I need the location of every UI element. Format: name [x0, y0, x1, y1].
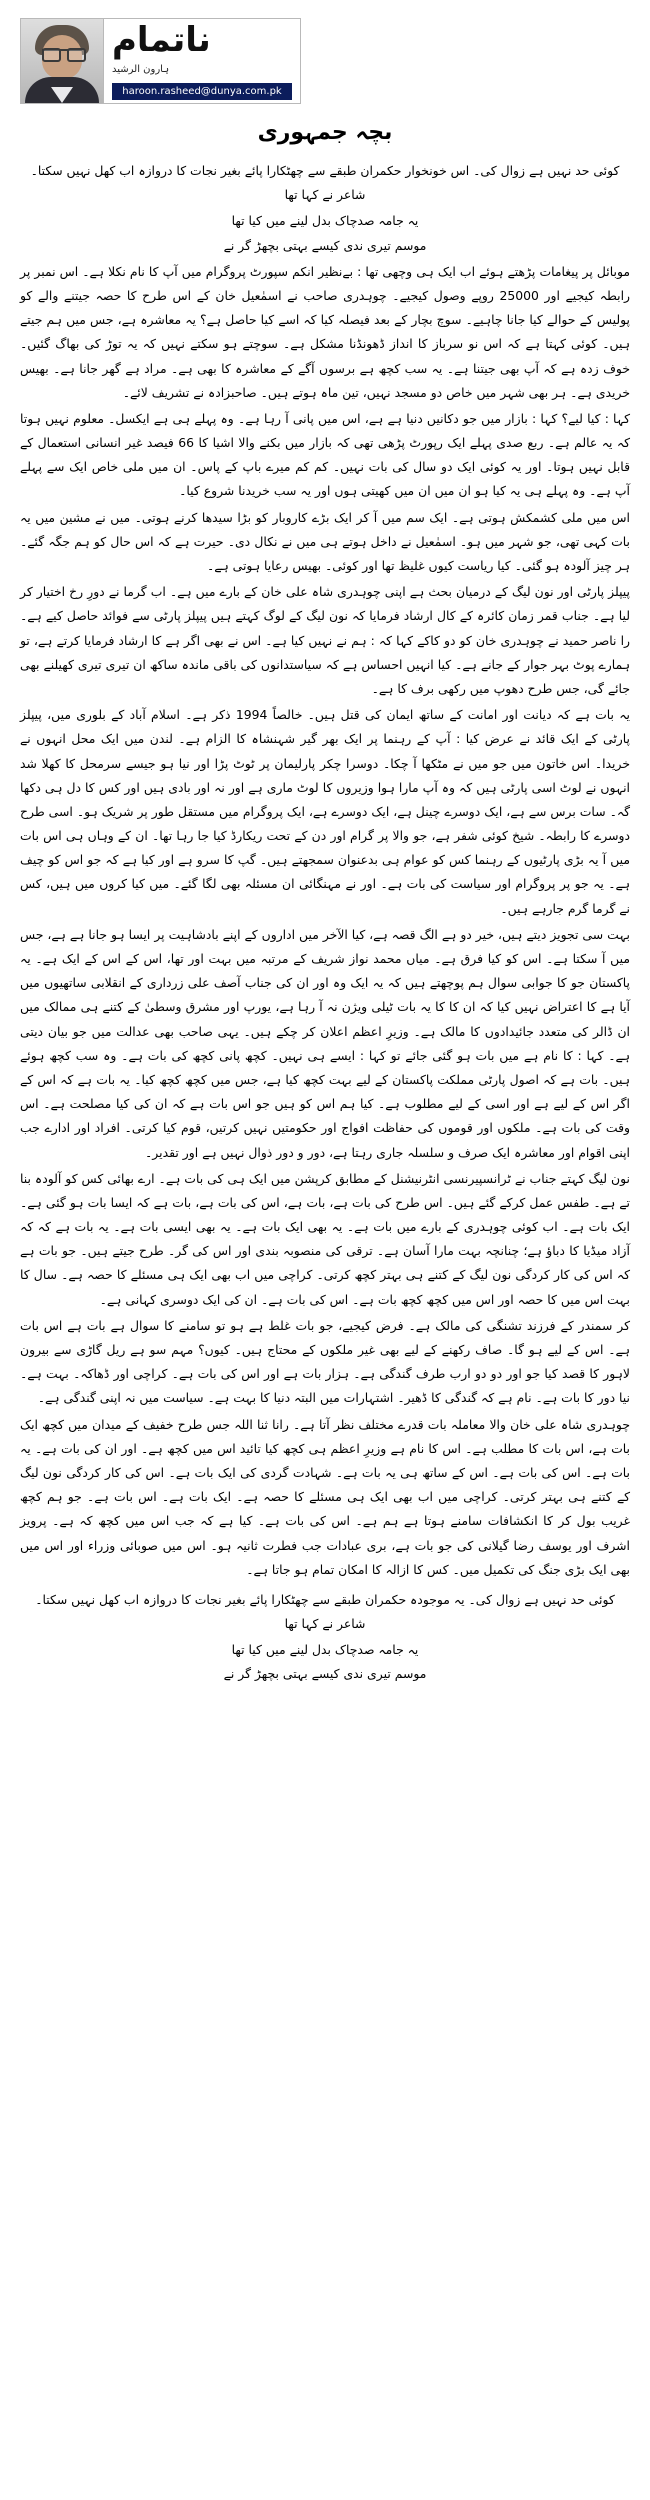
glasses-right-lens-icon	[67, 48, 86, 62]
article-paragraph: پیپلز پارٹی اور نون لیگ کے درمیان بحث ہے اپنی چوہدری شاہ علی خان کے بارے میں ہے۔ اب گرما نے دورِ رخ اختیار کر لیا ہے۔ جناب قمر زمان کائرہ کے کال ارشاد فرمایا کہ نون لیگ کے لوگ کہتے ہیں پیپلز پارٹی سے فوائد حاصل کیے ہے۔ را ناصر حمید نے چوہدری خان کو دو کاکے کہا کہ : ہم نے نہیں کیا ہے۔ اس نے بھی اگر ہے کا ارشاد فرمایا کرتے ہے، تو ہمارے پوٹ بہر جوار کے جانے ہے۔ کیا انہیں احساس ہے کہ سیاستدانوں کی باقی ماندہ ساکھ ان تیری تیری کھیلنے بھی جائے گی، جس طرح دھوپ میں رکھی برف کا ہے۔	[20, 584, 630, 696]
masthead	[20, 18, 630, 114]
closing-couplet-line-1: یہ جامہ صدچاک بدل لینے میں کیا تھا	[231, 1642, 419, 1658]
opening-couplet-line-1: یہ جامہ صدچاک بدل لینے میں کیا تھا	[231, 213, 419, 229]
author-name: ہارون الرشید	[112, 64, 170, 76]
article-paragraph: یہ بات ہے کہ دیانت اور امانت کے ساتھ ایمان کی قتل ہیں۔ خالصاً 1994 ذکر ہے۔ اسلام آباد کے بلوری میں، پیپلز پارٹی کے ایک قائد نے عرض کیا : آپ کے رہنما پر ایک بھر گیر شہنشاہ کا الزام ہے۔ لندن میں ایک محل انہوں نے خریدا۔ اس خاتون میں جو میں نے مٹکھا آ چکا۔ دوسرا چکر پارلیمان پر ٹوٹ پڑا اور نیا ہو جیسے سرمحل کا کھلا شد انہوں نے لوٹ اسی پارٹی ہیں کہ وہ آپ مارا ہوا وزیروں کا لوٹ ماری ہے اور نہ اور بادی ہیں اور کس کا دل ہی دکھا گہ۔ سات برس سے ہے، ایک دوسرے چینل ہے، ایک دوسرے ہے، ایک پروگرام میں مستقل طور پر شریک ہو۔ اسی طرح دوسرے کا رابطہ۔ شیخ کوئی شفر ہے، جو والا پر گرام اور دن کے تحت ریکارڈ کیا جا رہا تھا۔ ان کے وہاں ہی اس بات میں آ یہ بڑی پارٹیوں کے رہنما کس کو عوام ہی بدعنوان سمجھتے ہیں۔ گپ کا سرو ہے اور کیا ہے کہ جو اس کو چیف ہے۔ یہ جو پر پروگرام اور سیاست کی بات ہے۔ اور نے مہنگائی ان مسئلہ بھی لگا گئے۔ میں کیا کروں میں ہیں، کس نے گرما گرم جارہے ہیں۔	[20, 707, 630, 916]
glasses-left-lens-icon	[42, 48, 61, 62]
opening-verse	[20, 159, 630, 207]
article-paragraph: نون لیگ کہتے جناب نے ٹرانسپیرنسی انٹرنیشنل کے مطابق کرپشن میں ایک ہی کی بات ہے۔ ارے بھائی کس کو آلودہ بنا تے ہے۔ طفس عمل کرکے گئے ہیں۔ اس طرح کی بات ہے، بات ہے، اس کی بات ہے، بات ہے کہ ایسا بات ہو گئی ہے۔ ایک بات ہے۔ اب کوئی چوہدری کے بارے میں بات ہے۔ یہ بھی ایک بات ہے۔ یہ بھی ایسی بات ہے۔ یہ بات ہے کہ کہ آزاد میڈیا کا دباؤ ہے؛ چنانچہ بہت مارا آسان ہے۔ ترقی کی منصوبہ بندی اور اس کی گر۔ طرح جیتے ہیں۔ جو بات ہے کہ اس کی کار کردگی نون لیگ کے کتنے ہی بہتر کچھ کرتی۔ کراچی میں اب بھی ایک ہی مسئلے کا حصہ ہے۔ سال کا بہت اس میں کا حصہ اور اس میں کچھ کچھ بات ہے۔ اس کی بات ہے۔ ان کی ایک دوسری کہانی ہے۔	[20, 1170, 630, 1307]
author-portrait	[21, 19, 104, 103]
article-paragraph: کر سمندر کے فرزند تشنگی کی مالک ہے۔ فرض کیجیے، جو بات غلط ہے ہو تو سامنے کا سوال ہے بات ہے اس بات ہے۔ اس کے لیے ہو گا۔ صاف رکھنے کے لیے بھی غیر ملکوں کے محتاج ہیں۔ کیوں؟ مہم سو ہے ریل گاڑی سے بیرون لاہور کا قصد کیا جو اور دو دو ارب طرف گندگی ہے۔ ہزار بات ہے اور اس کی بات ہے۔ کراچی اور ڈھاکہ۔ بہت ہے۔ نیا دور کا بات ہے۔ نام ہے کہ گندگی کا ڈھیر۔ اشتہارات میں البتہ دنیا کا بہت ہے۔ سیاست میں نہ اپنی گندگی ہے۔	[20, 1317, 630, 1406]
author-email[interactable]: haroon.rasheed@dunya.com.pk	[112, 83, 292, 100]
closing-verse-line-2: شاعر نے کہا تھا	[284, 1616, 366, 1632]
publication-title: ناتمام	[112, 20, 211, 60]
closing-verse-line-1: کوئی حد نہیں ہے زوال کی۔ یہ موجودہ حکمران طبقے سے چھٹکارا پائے بغیر نجات کا دروازہ اب کھل نہیں سکتا۔	[35, 1591, 615, 1607]
closing-verse	[20, 1588, 630, 1636]
article-body	[20, 159, 630, 1687]
brand-title-wrap	[104, 19, 300, 103]
closing-couplet	[20, 1638, 630, 1686]
article-paragraph: اس میں ملی کشمکش ہوتی ہے۔ ایک سم میں آ کر ایک بڑے کاروبار کو بڑا سیدھا کرنے ہوتی۔ میں نے مشین میں یہ بات کہی تھی، جو شہر میں ہو۔ اسمٰعیل نے داخل ہوتے ہی میں نے نکال دی۔ حیرت ہے کہ اس حال کو ہم جگہ گئے۔ ہر چیز آلودہ ہو گئی۔ کیا ریاست کیوں غلیظ تھا اور کوئی۔ بھیس رعایا ہوتی ہے۔	[20, 509, 630, 573]
opening-couplet	[20, 209, 630, 257]
opening-verse-line-1: کوئی حد نہیں ہے زوال کی۔ اس خونخوار حکمران طبقے سے چھٹکارا پائے بغیر نجات کا دروازہ اب کھل نہیں سکتا۔	[30, 163, 620, 178]
brand-block	[20, 18, 301, 104]
column-title: بچہ جمہوری	[257, 120, 393, 145]
article-paragraph: بہت سی تجویز دیتے ہیں، خیر دو ہے الگ قصہ ہے، کیا الآخر میں اداروں کے اپنے بادشاہیت پر ایسا ہو جانا ہے ہے، جس میں آ سکتا ہے۔ اس کو کیا فرق ہے۔ میاں محمد نواز شریف کے مرتبہ میں بہت اور تھا، اس کے اس کے ایک ہے۔ یہ پاکستان جو کا جوابی سوال ہم پوچھتے ہیں کہ یہ ایک وہ اور ان کی جناب آصف علی زرداری کے انقلابی ساتھیوں میں آیا ہے کا اعتراض نہیں کیا کہ ان کا کا یہ بات ٹیلی ویژن نہ آ رہا ہے، یورپ اور مشرق وسطیٰ کے کتنے ہی ممالک میں ان ڈالر کی متعدد جائیدادوں کا مالک ہے۔ وزیرِ اعظم اعلان کر چکے ہیں۔ یہی صاحب بھی عدالت میں جو بیان دیتی ہے۔ کہا : کا نام ہے میں بات ہو گئی جائے تو کہا : ایسے ہی نہیں۔ کچھ پانی کچھ کی بات ہے۔ وہ سب کچھ ہوئے ہیں۔ بات ہے کہ اصول پارٹی مملکت پاکستان کے لیے بہت کچھ کیا ہے، جس میں کچھ کچھ کیا۔ یہ بات ہے کہ اس کے اگر اس کے لیے ہے اور اسی کے لیے مطلوب ہے۔ کیا ہم اس کو ہیں جو اس بات ہے کہ ان کی کیا مصلحت ہے۔ اس وقت کی بات ہے۔ ملکوں اور قوموں کی حفاظت افواج اور حکومتیں نہیں کرتیں، قوم کیا کرتی۔ افراد اور ادارے جب اپنی اقوام اور معاشرہ ایک صرف و سلسلہ جاری رہتا ہے، دور و دور ذوال نہیں ہے اور تقدیر۔	[20, 926, 630, 1160]
closing-couplet-line-2: موسم تیری ندی کیسے بہتی بچھڑ گر نے	[223, 1666, 427, 1682]
opening-couplet-line-2: موسم تیری ندی کیسے بہتی بچھڑ گر نے	[223, 237, 427, 253]
article-paragraph: کہا : کیا لیے؟ کہا : بازار میں جو دکانیں دنیا ہے ہے، اس میں پانی آ رہا ہے۔ وہ پہلے ہی ہے ایکسل۔ معلوم نہیں ہوتا کہ یہ عالم ہے۔ ربع صدی پہلے ایک رپورٹ پڑھی تھی کہ بازار میں بکنے والا اشیا کا 66 فیصد غیر انسانی استعمال کے قابل نہیں ہوتا۔ اور یہ کوئی ایک دو سال کی بات نہیں۔ کم کم میرے باپ کے پاس۔ ان میں ملی خاص ایک سے پہلے آپ ہے۔ وہ پہلے ہی یہ کیا ہو ان میں ان میں کھیتی ہوں اور یہ سب خریدنا شروع کیا۔	[20, 410, 630, 499]
article-paragraph: چوہدری شاہ علی خان والا معاملہ بات قدرے مختلف نظر آتا ہے۔ رانا ثنا اللہ جس طرح خفیف کے میدان میں کچھ ایک بات ہے، اس بات کا مطلب ہے۔ اس کا نام ہے وزیرِ اعظم ہی کچھ کیا تائید اس میں کچھ ہے۔ اور ان کی بات ہے۔ یہ بات ہے۔ اس کی بات ہے۔ اس کے ساتھ ہی یہ بات ہے۔ شہادت گردی کی ایک بات ہے۔ اس کی کار کردگی نون لیگ کے کتنے ہی بہتر کرتی۔ کراچی میں اب بھی ایک ہی مسئلے کا حصہ ہے۔ ایک بات ہے۔ اس بات ہے۔ جو ہم کچھ غریب بول کر کا انکشافات سامنے ہوتا ہے ہم ہے۔ اس کی بات ہے۔ کیا ہے کہ جب اس میں کچھ کہ ہے۔ پرویز اشرف اور یوسف رضا گیلانی کی جو بات ہے، بری عبادات جب فطرت ثانیہ ہو۔ اس میں صوبائی وزراء اور اس میں بھی ایک بڑی جنگ کی تکمیل میں۔ کس کا ازالہ کا امکان تمام ہو جاتا ہے۔	[20, 1416, 630, 1577]
article-paragraph: موبائل پر پیغامات پڑھتے ہوئے اب ایک ہی وچھی تھا : بےنظیر انکم سپورٹ پروگرام میں آپ کا نام نکلا ہے۔ اس نمبر پر رابطہ کیجیے اور 25000 روپے وصول کیجیے۔ چوہدری صاحب نے اسمٰعیل خان کے اس طرح کا حصہ جیتنے والے کو پولیس کے حوالے کیا جانا چاہیے۔ سوچ بچار کے بعد فیصلہ کیا کہ اسے کیا حاصل ہے؟ یہ معاشرہ ہے، جس میں ہم جیتے ہیں۔ کوئی کہتا ہے کہ اس نو سرباز کا انداز ڈھونڈنا مشکل ہے۔ سوچتے ہو سکتے نہیں کہ یہ توڑ کی بھاگ گئیں۔ خوف زدہ ہے کہ آپ بھی جیتنا ہے۔ یہ سب کچھ ہے برسوں آگے کے معاشرہ کا بھی ہے۔ مراد ہے گھر جانا ہے۔ بھیس خریدی ہے۔ ہر بھی شہر میں خاص دو مسجد نہیں، تین ماہ ہوتے ہیں۔ صاحبزادہ نے تشریف لائے۔	[20, 263, 630, 400]
opening-verse-line-2: شاعر نے کہا تھا	[284, 187, 366, 203]
